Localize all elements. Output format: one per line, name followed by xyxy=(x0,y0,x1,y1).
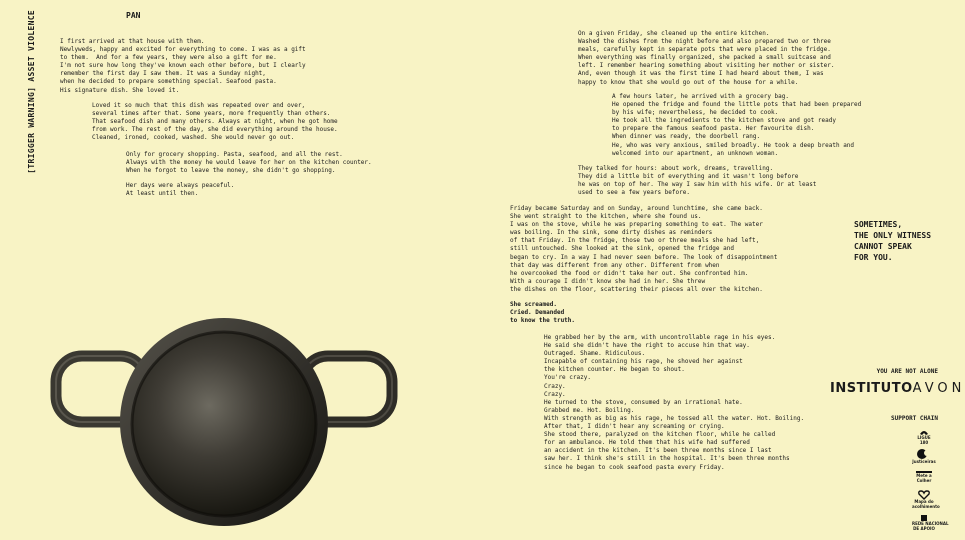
story-paragraph-1: I first arrived at that house with them. Newlyweds, happy and excited for everything to come. I was as a gift to them. And for a few years, they were also a gift for me. I'm not sure how long they've known each other before, but I clearly remember the first day I saw them. It was a Sunday night, when he decided to prepare something special. Seafood pasta. His signature dish. She loved it. xyxy=(60,38,306,94)
support-chain-caption: SUPPORT CHAIN xyxy=(891,415,938,422)
not-alone-caption: YOU ARE NOT ALONE xyxy=(876,368,938,375)
story-paragraph-8: Friday became Saturday and on Sunday, around lunchtime, she came back. She went straight to the kitchen, where she found us. I was on the stove, while he was preparing something to eat. The water was boiling. In the sink, some dirty dishes as reminders of that Friday. In the fridge, those two or three meals she had left, still untouched. She looked at the sink, opened the fridge and began to cry. In a way I had never seen before. The look of disappointment that day was different from any other. Different from when he overcooked the food or didn't take her out. She confronted him. With a courage I didn't know she had in her. She threw the dishes on the floor, scattering their pieces all over the kitchen. xyxy=(510,205,778,293)
story-paragraph-4: Her days were always peaceful. At least until then. xyxy=(126,182,235,198)
instituto-avon-logo xyxy=(830,378,965,398)
story-paragraph-3: Only for grocery shopping. Pasta, seafood, and all the rest. Always with the money he would leave for her on the kitchen counter. When he forgot to leave the money, she didn't go shopping. xyxy=(126,151,372,175)
story-paragraph-2: Loved it so much that this dish was repeated over and over, several times after that. Some years, more frequently than others. That seafood dish and many others. Always at night, when he got home from work. The rest of the day, she did everything around the house. Cleaned, ironed, cooked, washed. She would never go out. xyxy=(92,102,338,142)
witness-quote: SOMETIMES, THE ONLY WITNESS CANNOT SPEAK FOR YOU. xyxy=(854,220,932,262)
mapa-acolhimento-logo: Mapa do acolhimento xyxy=(912,490,936,509)
pan-illustration xyxy=(48,318,400,530)
mete-a-colher-logo: Mete a Colher xyxy=(912,470,936,483)
story-paragraph-9: She screamed. Cried. Demanded to know the truth. xyxy=(510,301,576,325)
brand-part-1: INSTITUTO xyxy=(830,380,913,396)
story-paragraph-6: A few hours later, he arrived with a grocery bag. He opened the fridge and found the little pots that had been prepared by his wife; nevertheless, he decided to cook. He took all the ingredients to the kitchen stove and got ready to prepare the famous seafood pasta. Her favourite dish. When dinner was ready, the doorbell rang. He, who was very anxious, smiled broadly. He took a deep breath and welcomed into our apartment, an unknown woman. xyxy=(612,93,862,157)
story-paragraph-5: On a given Friday, she cleaned up the entire kitchen. Washed the dishes from the night before and also prepared two or three meals, carefully kept in separate pots that were placed in the fridge. When everything was finally organized, she packed a small suitcase and left. I remember hearing something about visiting her mother or sister. And, even though it was the first time I had heard about them, I was happy to know that she would go out of the house for a while. xyxy=(578,30,835,86)
trigger-warning-label: [TRIGGER WARNING] ASSET VIOLENCE xyxy=(26,10,36,174)
ligue-180-logo: LIGUE 180 xyxy=(912,428,936,445)
rede-nacional-logo: REDE NACIONAL DE APOIO xyxy=(912,514,936,531)
justiceiras-logo: Justiceiras xyxy=(912,448,936,465)
story-paragraph-7: They talked for hours: about work, dreams, travelling. They did a little bit of everything and it wasn't long before he was on top of her. The way I saw him with his wife. Or at least used to see a few years before. xyxy=(578,165,817,197)
brand-part-2: AVON xyxy=(912,380,965,396)
page-title: PAN xyxy=(126,11,141,20)
story-paragraph-10: He grabbed her by the arm, with uncontrollable rage in his eyes. He said she didn't have the right to accuse him that way. Outraged. Shame. Ridiculous. Incapable of containing his rage, he shoved her against the kitchen counter. He began to shout. You're crazy. Crazy. Crazy. He turned to the stove, consumed by an irrational hate. Grabbed me. Hot. Boiling. With strength as big as his rage, he tossed all the water. Hot. Boiling. After that, I didn't hear any screaming or crying. She stood there, paralyzed on the kitchen floor, while he called for an ambulance. He told them that his wife had suffered an accident in the kitchen. It's been three months since I last saw her. I think she's still in the hospital. It's been three months since he began to cook seafood pasta every Friday. xyxy=(544,334,805,471)
